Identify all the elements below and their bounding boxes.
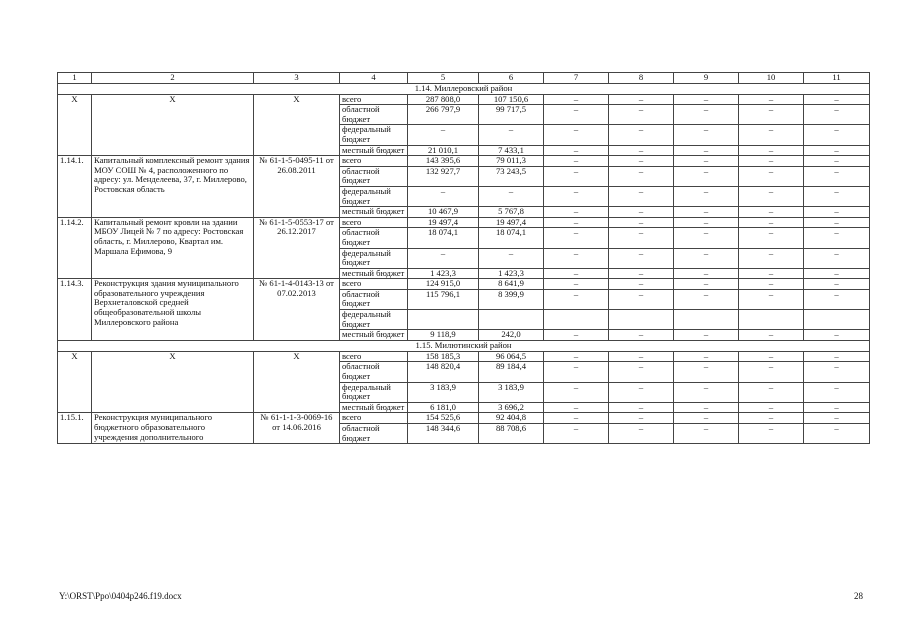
column-header: 10 xyxy=(739,73,804,84)
funding-source: областной бюджет xyxy=(340,362,408,382)
value-col9: – xyxy=(674,94,739,105)
value-col5: 287 808,0 xyxy=(408,94,479,105)
value-col8: – xyxy=(609,94,674,105)
table-row xyxy=(58,279,870,290)
footer-page-number: 28 xyxy=(854,591,863,601)
value-col5: 132 927,7 xyxy=(408,166,479,186)
value-col8: – xyxy=(609,362,674,382)
value-col5: 1 423,3 xyxy=(408,268,479,279)
value-col11: – xyxy=(804,268,870,279)
funding-source: местный бюджет xyxy=(340,145,408,156)
value-col7: – xyxy=(544,207,609,218)
value-col9: – xyxy=(674,382,739,402)
value-col10: – xyxy=(739,402,804,413)
value-col11: – xyxy=(804,279,870,290)
value-col6: 8 399,9 xyxy=(479,289,544,309)
value-col9: – xyxy=(674,125,739,145)
value-col8: – xyxy=(609,268,674,279)
value-col7: – xyxy=(544,413,609,424)
value-col10 xyxy=(739,310,804,330)
funding-source: всего xyxy=(340,413,408,424)
value-col9: – xyxy=(674,156,739,167)
value-col6: 5 767,8 xyxy=(479,207,544,218)
value-col5: 6 181,0 xyxy=(408,402,479,413)
value-col10: – xyxy=(739,362,804,382)
value-col6: 3 696,2 xyxy=(479,402,544,413)
value-col10: – xyxy=(739,105,804,125)
funding-source: федеральный бюджет xyxy=(340,310,408,330)
value-col7: – xyxy=(544,279,609,290)
funding-source: областной бюджет xyxy=(340,105,408,125)
funding-source: местный бюджет xyxy=(340,330,408,341)
value-col5: 124 915,0 xyxy=(408,279,479,290)
value-col6: 96 064,5 xyxy=(479,351,544,362)
item-number: 1.14.3. xyxy=(58,279,92,341)
value-col5: – xyxy=(408,248,479,268)
section-row xyxy=(58,340,870,351)
table-row xyxy=(58,217,870,228)
value-col5: 158 185,3 xyxy=(408,351,479,362)
value-col11: – xyxy=(804,166,870,186)
value-col6: 18 074,1 xyxy=(479,228,544,248)
value-col5: 148 344,6 xyxy=(408,424,479,444)
value-col10: – xyxy=(739,413,804,424)
object-name: Реконструкция здания муниципального образовательного учреждения Верхнеталовской средней общеобразовательной школы Миллеровского района xyxy=(92,279,254,341)
value-col7: – xyxy=(544,145,609,156)
value-col9: – xyxy=(674,362,739,382)
value-col5: 266 797,9 xyxy=(408,105,479,125)
value-col10: – xyxy=(739,382,804,402)
value-col7: – xyxy=(544,105,609,125)
table-row xyxy=(58,351,870,362)
column-header: 7 xyxy=(544,73,609,84)
value-col8: – xyxy=(609,351,674,362)
value-col6: 99 717,5 xyxy=(479,105,544,125)
value-col9: – xyxy=(674,228,739,248)
value-col6: 89 184,4 xyxy=(479,362,544,382)
value-col10: – xyxy=(739,351,804,362)
value-col10: – xyxy=(739,248,804,268)
value-col6: 8 641,9 xyxy=(479,279,544,290)
value-col8: – xyxy=(609,330,674,341)
value-col5: 3 183,9 xyxy=(408,382,479,402)
value-col10: – xyxy=(739,186,804,206)
value-col7 xyxy=(544,310,609,330)
value-col7: – xyxy=(544,351,609,362)
value-col10: – xyxy=(739,330,804,341)
object-name: Капитальный комплексный ремонт здания МОУ СОШ № 4, расположенного по адресу: ул. Менделеева, 37, г. Миллерово, Ростовская область xyxy=(92,156,254,218)
value-col11: – xyxy=(804,248,870,268)
value-col8: – xyxy=(609,413,674,424)
expertise-document: № 61-1-4-0143-13 от 07.02.2013 xyxy=(254,279,340,341)
value-col8: – xyxy=(609,424,674,444)
value-col11: – xyxy=(804,156,870,167)
column-header: 4 xyxy=(340,73,408,84)
value-col8: – xyxy=(609,105,674,125)
value-col9: – xyxy=(674,351,739,362)
value-col8: – xyxy=(609,125,674,145)
value-col5: 21 010,1 xyxy=(408,145,479,156)
value-col9: – xyxy=(674,402,739,413)
value-col11: – xyxy=(804,351,870,362)
value-col5: 143 395,6 xyxy=(408,156,479,167)
table-row xyxy=(58,94,870,105)
value-col5: 19 497,4 xyxy=(408,217,479,228)
value-col7: – xyxy=(544,402,609,413)
object-name: Капитальный ремонт кровли на здании МБОУ Лицей № 7 по адресу: Ростовская область, г. Миллерово, Квартал им. Маршала Ефимова, 9 xyxy=(92,217,254,279)
funding-source: местный бюджет xyxy=(340,268,408,279)
value-col9: – xyxy=(674,217,739,228)
value-col9: – xyxy=(674,279,739,290)
value-col9: – xyxy=(674,330,739,341)
column-header: 1 xyxy=(58,73,92,84)
value-col8: – xyxy=(609,248,674,268)
value-col10: – xyxy=(739,424,804,444)
item-number: X xyxy=(58,94,92,156)
value-col10: – xyxy=(739,94,804,105)
value-col9: – xyxy=(674,186,739,206)
value-col8: – xyxy=(609,279,674,290)
value-col7: – xyxy=(544,248,609,268)
budget-table xyxy=(57,72,870,444)
value-col11: – xyxy=(804,330,870,341)
funding-source: местный бюджет xyxy=(340,207,408,218)
item-number: 1.14.1. xyxy=(58,156,92,218)
value-col7: – xyxy=(544,186,609,206)
value-col9: – xyxy=(674,268,739,279)
value-col6: 19 497,4 xyxy=(479,217,544,228)
value-col5: 10 467,9 xyxy=(408,207,479,218)
object-name: X xyxy=(92,94,254,156)
table-row xyxy=(58,413,870,424)
value-col6: 3 183,9 xyxy=(479,382,544,402)
object-name: Реконструкция муниципального бюджетного образовательного учреждения дополнительного xyxy=(92,413,254,444)
value-col10: – xyxy=(739,228,804,248)
value-col9: – xyxy=(674,207,739,218)
value-col9 xyxy=(674,310,739,330)
value-col7: – xyxy=(544,268,609,279)
table-row xyxy=(58,156,870,167)
value-col8: – xyxy=(609,166,674,186)
funding-source: всего xyxy=(340,156,408,167)
value-col11: – xyxy=(804,145,870,156)
value-col7: – xyxy=(544,156,609,167)
value-col9: – xyxy=(674,145,739,156)
column-header: 3 xyxy=(254,73,340,84)
value-col10: – xyxy=(739,279,804,290)
value-col7: – xyxy=(544,217,609,228)
value-col11: – xyxy=(804,105,870,125)
value-col9: – xyxy=(674,166,739,186)
funding-source: областной бюджет xyxy=(340,228,408,248)
value-col11: – xyxy=(804,382,870,402)
value-col11: – xyxy=(804,289,870,309)
column-header: 11 xyxy=(804,73,870,84)
value-col6: 79 011,3 xyxy=(479,156,544,167)
value-col5: – xyxy=(408,186,479,206)
funding-source: федеральный бюджет xyxy=(340,248,408,268)
header-row xyxy=(58,73,870,84)
value-col10: – xyxy=(739,289,804,309)
value-col5: 154 525,6 xyxy=(408,413,479,424)
item-number: X xyxy=(58,351,92,413)
value-col6: 1 423,3 xyxy=(479,268,544,279)
value-col5: 115 796,1 xyxy=(408,289,479,309)
funding-source: федеральный бюджет xyxy=(340,125,408,145)
section-title: 1.14. Миллеровский район xyxy=(58,83,870,94)
value-col11: – xyxy=(804,207,870,218)
column-header: 8 xyxy=(609,73,674,84)
value-col10: – xyxy=(739,145,804,156)
value-col10: – xyxy=(739,268,804,279)
object-name: X xyxy=(92,351,254,413)
column-header: 5 xyxy=(408,73,479,84)
value-col11: – xyxy=(804,402,870,413)
value-col6 xyxy=(479,310,544,330)
funding-source: областной бюджет xyxy=(340,166,408,186)
value-col5: 148 820,4 xyxy=(408,362,479,382)
value-col10: – xyxy=(739,207,804,218)
value-col10: – xyxy=(739,217,804,228)
value-col7: – xyxy=(544,166,609,186)
expertise-document: X xyxy=(254,94,340,156)
value-col6: 242,0 xyxy=(479,330,544,341)
value-col11: – xyxy=(804,424,870,444)
value-col7: – xyxy=(544,125,609,145)
column-header: 9 xyxy=(674,73,739,84)
column-header: 2 xyxy=(92,73,254,84)
funding-source: областной бюджет xyxy=(340,424,408,444)
value-col7: – xyxy=(544,289,609,309)
value-col6: 7 433,1 xyxy=(479,145,544,156)
value-col8: – xyxy=(609,228,674,248)
value-col6: – xyxy=(479,125,544,145)
column-header: 6 xyxy=(479,73,544,84)
item-number: 1.14.2. xyxy=(58,217,92,279)
value-col6: 107 150,6 xyxy=(479,94,544,105)
value-col7: – xyxy=(544,362,609,382)
value-col11: – xyxy=(804,362,870,382)
value-col8: – xyxy=(609,289,674,309)
value-col11: – xyxy=(804,217,870,228)
value-col5: 9 118,9 xyxy=(408,330,479,341)
value-col10: – xyxy=(739,156,804,167)
value-col5: 18 074,1 xyxy=(408,228,479,248)
expertise-document: № 61-1-5-0553-17 от 26.12.2017 xyxy=(254,217,340,279)
value-col6: 92 404,8 xyxy=(479,413,544,424)
value-col11: – xyxy=(804,94,870,105)
value-col7: – xyxy=(544,382,609,402)
value-col8: – xyxy=(609,145,674,156)
value-col6: – xyxy=(479,186,544,206)
funding-source: федеральный бюджет xyxy=(340,186,408,206)
value-col8: – xyxy=(609,186,674,206)
value-col7: – xyxy=(544,94,609,105)
value-col11: – xyxy=(804,125,870,145)
value-col10: – xyxy=(739,125,804,145)
funding-source: всего xyxy=(340,94,408,105)
value-col5: – xyxy=(408,125,479,145)
section-row xyxy=(58,83,870,94)
value-col7: – xyxy=(544,424,609,444)
value-col8: – xyxy=(609,156,674,167)
footer-file-path: Y:\ORST\Ppo\0404p246.f19.docx xyxy=(59,591,182,601)
value-col11: – xyxy=(804,228,870,248)
value-col7: – xyxy=(544,330,609,341)
value-col9: – xyxy=(674,248,739,268)
funding-source: всего xyxy=(340,279,408,290)
value-col8: – xyxy=(609,402,674,413)
value-col8 xyxy=(609,310,674,330)
expertise-document: X xyxy=(254,351,340,413)
value-col6: 73 243,5 xyxy=(479,166,544,186)
value-col11: – xyxy=(804,186,870,206)
value-col10: – xyxy=(739,166,804,186)
value-col8: – xyxy=(609,382,674,402)
expertise-document: № 61-1-5-0495-11 от 26.08.2011 xyxy=(254,156,340,218)
funding-source: всего xyxy=(340,217,408,228)
value-col5 xyxy=(408,310,479,330)
value-col9: – xyxy=(674,105,739,125)
value-col9: – xyxy=(674,413,739,424)
value-col6: 88 708,6 xyxy=(479,424,544,444)
funding-source: федеральный бюджет xyxy=(340,382,408,402)
funding-source: местный бюджет xyxy=(340,402,408,413)
funding-source: всего xyxy=(340,351,408,362)
value-col9: – xyxy=(674,289,739,309)
value-col11 xyxy=(804,310,870,330)
value-col7: – xyxy=(544,228,609,248)
section-title: 1.15. Милютинский район xyxy=(58,340,870,351)
value-col8: – xyxy=(609,217,674,228)
funding-source: областной бюджет xyxy=(340,289,408,309)
value-col11: – xyxy=(804,413,870,424)
value-col9: – xyxy=(674,424,739,444)
expertise-document: № 61-1-1-3-0069-16 от 14.06.2016 xyxy=(254,413,340,444)
item-number: 1.15.1. xyxy=(58,413,92,444)
value-col6: – xyxy=(479,248,544,268)
value-col8: – xyxy=(609,207,674,218)
